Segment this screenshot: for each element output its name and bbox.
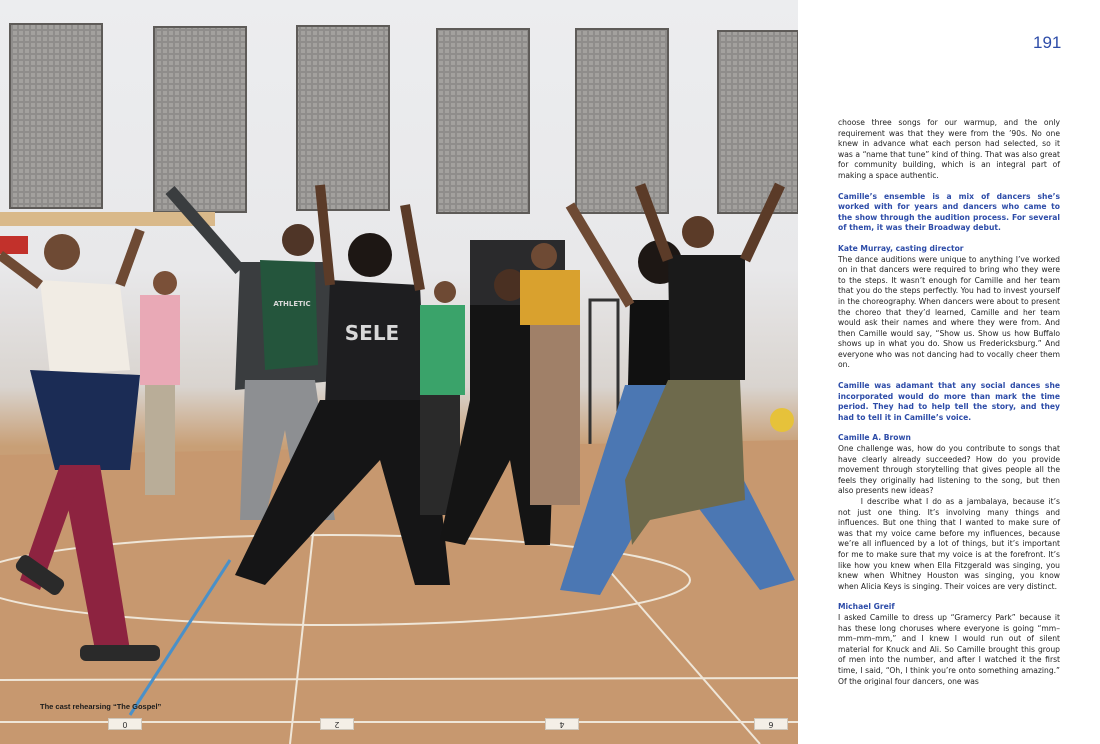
floor-number: 4 — [545, 718, 579, 730]
acoustic-panels — [10, 24, 798, 213]
floor-number: 2 — [320, 718, 354, 730]
pull-quote: Camille was adamant that any social dances she incorporated would do more than mark the time period. They had to help tell the story, and they had to tell it in Camille’s voice. — [838, 381, 1060, 422]
article-paragraph: The dance auditions were unique to anything I’ve worked on in that dancers were required to bring who they were to the steps. It wasn’t enough for Camille and her team that you do the steps perfectly. You had to invest yourself in the choreography. When dancers were about to present the choreo that they’d learned, Camille and her team would ask their names and where they were from. And then Camille would say, “Show us. Show us how Buffalo shows up in what you do. Show us Fredericksburg.” And everyone who was not dancing had to vocally cheer them on. — [838, 254, 1060, 370]
speaker-name: Kate Murray, casting director — [838, 243, 964, 253]
photo-caption: The cast rehearsing “The Gospel” — [40, 702, 162, 711]
floor-number: 6 — [754, 718, 788, 730]
article-paragraph: I describe what I do as a jambalaya, because it’s not just one thing. It’s involving many things and influences. But one thing that I wanted to make sure of was that my voice came before my influences, because we’re all influenced by a lot of things, but it’s important for me to make sure that my voice is at the forefront. It’s like how you knew when Ella Fitzgerald was singing, you knew when Whitney Houston was singing, you know when Alicia Keys is singing. Their voices are very distinct. — [838, 497, 1060, 591]
shirt-text-athletic: ATHLETIC — [273, 300, 311, 308]
speaker-name: Camille A. Brown — [838, 433, 911, 443]
shirt-text-sele: SELE — [344, 321, 400, 345]
speaker-name: Michael Greif — [838, 602, 895, 612]
pull-quote: Camille’s ensemble is a mix of dancers she’s worked with for years and dancers who came to the show through the audition process. For several of them, it was their Broadway debut. — [838, 191, 1060, 233]
dancer-pink — [140, 271, 180, 495]
page-number: 191 — [1033, 33, 1062, 52]
wooden-bar — [0, 212, 215, 226]
article-paragraph: choose three songs for our warmup, and the only requirement was that they were from the ’90s. No one knew in advance what each person had selected, so it was a “name that tune” kind of thing. That was also great for community building, which is an integral part of making a space authentic. — [838, 118, 1060, 180]
article-paragraph: One challenge was, how do you contribute to songs that have clearly already succeeded? How do you provide movement through storytelling that gives people all the feels they originally had listening to the song, but then also presents new ideas? — [838, 444, 1060, 496]
helmet — [770, 408, 794, 432]
article-paragraph: I asked Camille to dress up “Gramercy Park” because it has these long choruses where everyone is going “mm–mm–mm–mm,” and I knew I would run out of silent material for Knuck and Ali. So Camille brought this group of men into the number, and after I watched it the first time, I said, “Oh, I think you’re onto something amazing.” Of the original four dancers, one was — [838, 612, 1060, 686]
exit-sign — [0, 236, 28, 254]
article-column — [838, 118, 1060, 697]
floor-number: 0 — [108, 718, 142, 730]
